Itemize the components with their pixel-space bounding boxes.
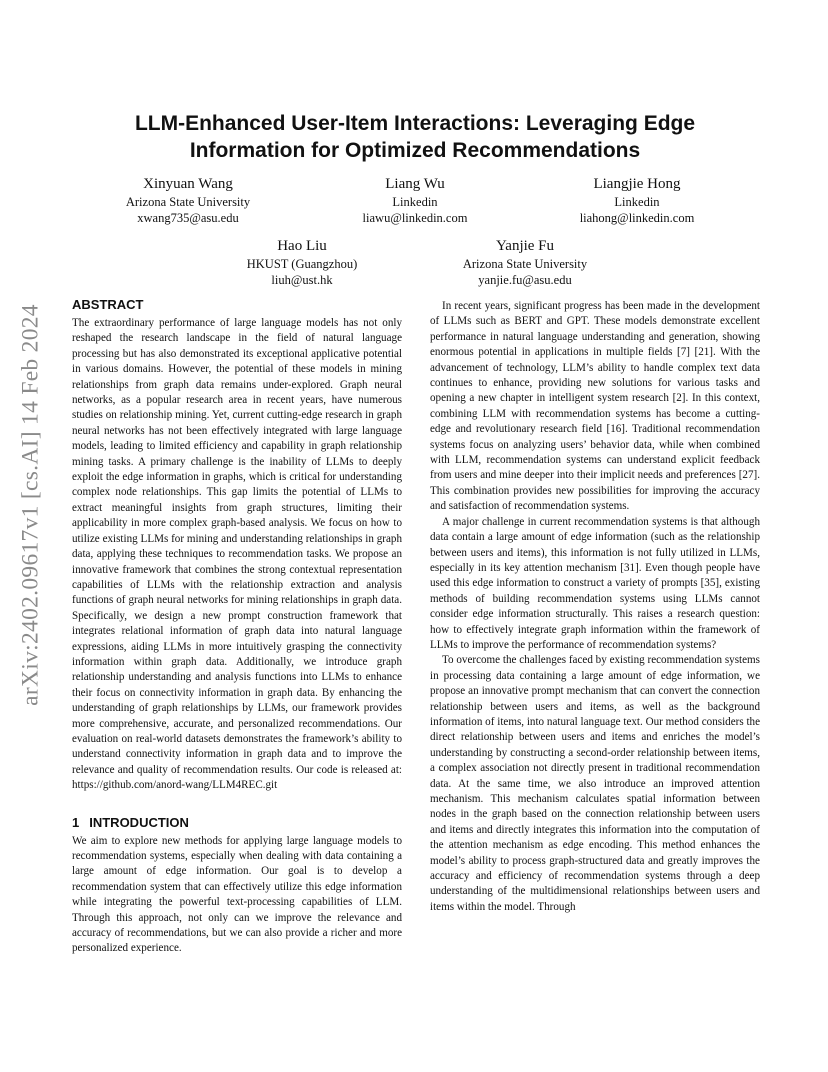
intro-paragraph: We aim to explore new methods for applying large language models to recommendation systems, especially when dealing with data containing a large amount of edge information. Our goal is to develop a recommendation system that can effectively utilize this edge information while integrating the powerful text-processing capabilities of LLM. Through this approach, not only can we improve the relevance and accuracy of recommendations, but we can also provide a richer and more personalized experience. — [72, 834, 402, 955]
arxiv-stamp — [16, 305, 46, 705]
body-paragraph: In recent years, significant progress has been made in the development of LLMs such as BERT and GPT. These models demonstrate excellent performance in natural language understanding and generation, showing enormous potential in applications in multiple fields [7] [21]. With the advancement of technology, LLM’s ability to handle complex text data continues to enhance, providing new solutions for various tasks and opening a new chapter in intelligent system research [2]. In this context, combining LLM with recommendation systems has become a cutting-edge and revolutionary research field [16]. Traditional recommendation systems focus on analyzing users’ behavior data, while when combined with LLM, recommendation systems can understand explicit feedback from users and mine deeper into their implicit needs and preferences [27]. This combination provides new possibilities for improving the accuracy and satisfaction of recommendation systems. — [430, 300, 760, 513]
author-affiliation: Linkedin — [392, 195, 438, 209]
author-affiliation: Linkedin — [614, 195, 660, 209]
abstract-heading: ABSTRACT — [72, 297, 144, 312]
author-block — [315, 174, 515, 226]
paper-title: LLM-Enhanced User-Item Interactions: Leveraging Edge Information for Optimized Recommendations — [134, 112, 696, 162]
arxiv-id: arXiv:2402.09617v1 [cs.AI] 14 Feb 2024 — [17, 304, 44, 706]
section-title: INTRODUCTION — [89, 814, 189, 830]
author-block — [537, 174, 737, 226]
author-block — [425, 236, 625, 288]
abstract-text: The extraordinary performance of large language models has not only reshaped the research landscape in the field of natural language processing but has also demonstrated its exceptional applicative potential in various domains. However, the potential of these models in mining relationships from graph data remains under-explored. Graph neural networks, as a popular research area in recent years, have numerous studies on relationship mining. Yet, current cutting-edge research in graph neural networks has not been effectively integrated with large language models, leading to limited efficiency and capability in graph relationship mining tasks. A primary challenge is the inability of LLMs to deeply exploit the edge information in graphs, which is critical for understanding complex node relationships. This gap limits the potential of LLMs to extract meaningful insights from graph structures, limiting their applicability in more complex graph-based analysis. We focus on how to utilize existing LLMs for mining and understanding relationships in graph data, applying these techniques to recommendation tasks. We propose an innovative framework that combines the strong contextual representation capabilities of LLMs with the relationship extraction and analysis functions of graph neural networks for mining relationships in graph data. Specifically, we design a new prompt construction framework that integrates relational information of graph data into natural language expressions, aiding LLMs in more intuitively grasping the connectivity information within graph data. Additionally, we introduce graph relationship understanding and analysis functions into LLMs to enhance their focus on connectivity information in graph data. By enhancing the understanding of graph relationships by LLMs, our framework provides more comprehensive, accurate, and personalized recommendations. Our evaluation on real-world datasets demonstrates the framework’s ability to understand connectivity information in graph data and to improve the relevance and quality of recommendation results. Our code is released at: https://github.com/anord-wang/LLM4REC.git — [72, 317, 402, 792]
author-email: liawu@linkedin.com — [362, 211, 468, 225]
author-email: liahong@linkedin.com — [579, 211, 695, 225]
author-email: xwang735@asu.edu — [137, 211, 239, 225]
author-name: Liang Wu — [385, 176, 445, 192]
author-name: Xinyuan Wang — [143, 176, 233, 192]
body-paragraph: To overcome the challenges faced by existing recommendation systems in processing data containing a large amount of edge information, we propose an innovative prompt mechanism that can convert the connection relationship between users and items, as well as the background information of items, into natural language text. Our method considers the direct relationship between users and items and enriches the model’s understanding by constructing a second-order relationship between items, a complex association not directly present in traditional recommendation data. At the same time, we also introduce an improved attention mechanism. This mechanism calculates spatial information between nodes in the graph based on the connection relationship between users and items and directly integrates this information into the computation of the attention mechanism as edge encoding. This method enhances the model’s ability to process graph-structured data and greatly improves the accuracy and efficiency of recommendation systems through a deep understanding of the multidimensional relationships between users and items within the model. Through — [430, 654, 760, 913]
author-block — [202, 236, 402, 288]
author-email: yanjie.fu@asu.edu — [478, 273, 572, 287]
author-name: Yanjie Fu — [495, 238, 555, 254]
intro-heading — [72, 814, 402, 832]
right-column — [430, 299, 760, 915]
section-number: 1 — [72, 814, 80, 830]
author-block — [88, 174, 288, 226]
left-column — [72, 296, 402, 957]
author-name: Hao Liu — [277, 238, 327, 254]
author-affiliation: Arizona State University — [462, 257, 588, 271]
author-email: liuh@ust.hk — [271, 273, 333, 287]
author-affiliation: HKUST (Guangzhou) — [246, 257, 358, 271]
author-affiliation: Arizona State University — [125, 195, 251, 209]
body-paragraph: A major challenge in current recommendation systems is that although data contain a large amount of edge information (such as the relationship between users and items), this information is not fully utilized in LLMs, especially in its key attention mechanism [31]. Even though people have used this edge information to construct a variety of prompts [35], existing methods of building recommendation systems using LLMs cannot consider edge information structurally. This raises a research question: how to effectively integrate graph information within the framework of LLMs to improve the performance of recommendation systems? — [430, 515, 760, 651]
author-name: Liangjie Hong — [593, 176, 681, 192]
